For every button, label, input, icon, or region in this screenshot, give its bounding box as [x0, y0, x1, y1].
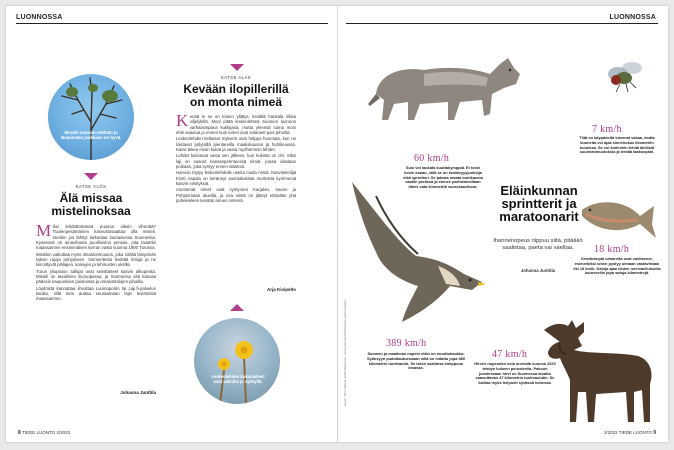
wolf-speed: 60 km/h: [414, 153, 450, 164]
fly-speed: 7 km/h: [592, 124, 622, 135]
col1-body: [36, 224, 156, 388]
col2-paragraph: Leskenlehden keltaiset mykeröt ovat helppo huomata, kun ne loistavat pölyisillä pientareilla maaliskuussa ja huhtikuussa. Kasvi tekee ensin kukat ja vasta myöhemmin lehdet.: [176, 136, 296, 153]
salmon-speed: 18 km/h: [594, 244, 630, 255]
feature-byline: Johanna Junttila: [520, 268, 556, 273]
col2-paragraph: Useimmat nimet ovat syntyneet Karjalan, Savon ja Pohjanmaan alueilla, ja osa niistä on jäänyt elämään yhä puhekieleen kevään airuen nimenä.: [176, 187, 296, 204]
falcon-illustration: [346, 182, 496, 332]
col2-kicker: KATSE ALAS: [220, 75, 252, 80]
col2-headline: Kevään ilopillerillä on monta nimeä: [183, 82, 289, 109]
col1-kicker: KATSE YLÖS: [75, 184, 107, 189]
flower-photo-caption: Leskenlehden kukanaiheet ovat valmiita jo syksyllä.: [211, 374, 265, 384]
photo-credit: Kuvat: Tiina Vilkuna, Erkki Makkonen, Jouni Ahonen/Shutterstock, Getty Images: [343, 299, 347, 406]
col2-author: Arja Kivipelto: [266, 287, 296, 292]
moose-speed: 47 km/h: [492, 349, 528, 360]
chevron-down-icon: [230, 64, 244, 72]
section-label-left: LUONNOSSA: [16, 14, 63, 21]
salmon-fact: Kestävimpiä uimareita ovat vaeltaneet, esimerkiksi lohen pystyy uimaan vastavirtaan liki 18 km/h. Kaloja ajaa niiden merivaelluksella kutuvesille jopa satoja kilometrejä.: [573, 256, 661, 276]
wolf-fact: Susi voi laukata kuuttakymppiä. Ei tosin kovin kauan, sillä se on kestävyysjuoksija eikä sprintteri. Se jaksaa ravata tuntikausia saaliin perässä ja etenee parhaimmillaan lähes sata kilometriä vuorokaudessa.: [403, 165, 483, 190]
folio-right: 2/2022 TIEDE LUONTO 9: [603, 430, 656, 436]
col1-paragraph: Misteliin vaikuttaa myös ilmastonmuutos, joka siirtää lämpimän talven rajoja pohjoiseen. Siementesta levittää lintuja ja ne kiinnittyvät pihlajien, koivujen ja lehmusten oksille.: [36, 251, 156, 268]
fly-illustration: [600, 54, 648, 94]
coltsfoot-flower-photo: [194, 318, 280, 404]
header-rule-left: [16, 23, 328, 24]
folio-left: 8 TIEDE LUONTO 2/2022: [18, 430, 71, 436]
col2-paragraph: Kevää le se on toinen yllätys, kesällä hankala riikka viljelykillä. Moni pitää leskenlehteä Suomen luonnon varhaisimpana kukkijana, mutta yleensä sama moni ehtii avautua jo ennen kuin lumet ovat sulaneet pois pihoilta.: [176, 114, 296, 136]
col1-author: Johanna Junttila: [120, 390, 156, 395]
mistletoe-tree-photo: [48, 74, 134, 160]
col2-paragraph: Lehdet kasvavat vasta sen jälkeen, kun kukinta on ohi. Siksi laji on saanut kansanperinteessä nimiä, joissa viitataan poikaan, joka syntyy ennen isäänsä.: [176, 153, 296, 170]
coltsfoot-graphic: [194, 318, 280, 404]
col1-headline: Älä missaa mistelinoksaa: [51, 191, 131, 218]
col1-paragraph: Turun yliopiston tutkijat ovat selvittäneet kasvin alkuperää. Misteli on tavallinen Euroopassa, ja Suomessa sitä kasvaa pääosin kaupunkien puistoissa ja omakotitalojen pihoilla.: [36, 268, 156, 285]
col1-dropcap: M: [36, 224, 52, 240]
tree-branches-graphic: [48, 74, 134, 160]
fly-fact: Tiitä on käypädeltä lukemat vakaa, mutta kuoneita voi ajaa sinnehokas kilometrin tunnissa. Se voi kuitenkin tehdä äkillisiä suunnanmuutoksia ja lentää taaksepäin.: [579, 135, 655, 155]
header-rule-right: [346, 23, 658, 24]
magazine-spread: [6, 6, 668, 442]
feature-title: Eläinkunnan sprintterit ja maratoonarit: [499, 183, 579, 224]
section-label-right: LUONNOSSA: [609, 14, 656, 21]
falcon-speed: 389 km/h: [386, 338, 427, 349]
chevron-down-icon: [84, 173, 98, 181]
tree-photo-caption: Muutto suoraan etelään ja lämpimään paikkaan on hyvä.: [60, 130, 122, 140]
page-gutter: [337, 6, 338, 442]
col2-dropcap: K: [176, 114, 189, 130]
moose-fact: Hirven nopeuden voiu arvioida vuonna 2020 tehdyn kokeen perusteella. Pakoon juostessaan hirvi on Suomessa tavattu saavuttavan 47 kilometrin tuntivauhdin. Se kahlaa myös helposti syvässä lumessa.: [474, 361, 556, 386]
col1-paragraph: Miksi lehdettömässä puussa oikein vihertää? Tuulenpesämäinen kasvustosaattaa olla misteli, etenkin jos lähtiyt tarkastaa lounaisessa Suomessa. Kyseessä on ainavihanta puoliloisina pensas, jota tavattiin maassamme ensimmäisen kerran vasta vuonna 1900 Turussa.: [36, 224, 156, 251]
col2-body: [176, 114, 296, 286]
chevron-up-icon: [230, 303, 244, 311]
falcon-fact: Suomen ja maailman nopein eläin on muuttohaukka. Syöksyyn pudottautuessaan sillä on mitattu jopa 389 kilometrin tuntivauhti. Se iskee saaliinsa kimppuun ilmassa.: [367, 351, 465, 371]
feature-lede: Ihannenopeus riippuu siitä, pitääkö saalistaa, paeta vai vaeltaa.: [493, 238, 583, 251]
salmon-illustration: [578, 194, 658, 242]
col1-paragraph: Löydöistä kannattaa ilmoittaa Luontoportin tai Laji.fi-palvelun kautta, sillä tieto auttaa seuraamaan lajin leviämistä maassamme.: [36, 285, 156, 302]
col2-paragraph: Harvoin löytyy leskenlehdelle useita muita nimiä. Kasvitieteilijä Kirsti Aapala on kerännyt suomalaisista murteista kymmeniä kasvin nimityksiä.: [176, 170, 296, 187]
wolf-illustration: [368, 44, 528, 128]
